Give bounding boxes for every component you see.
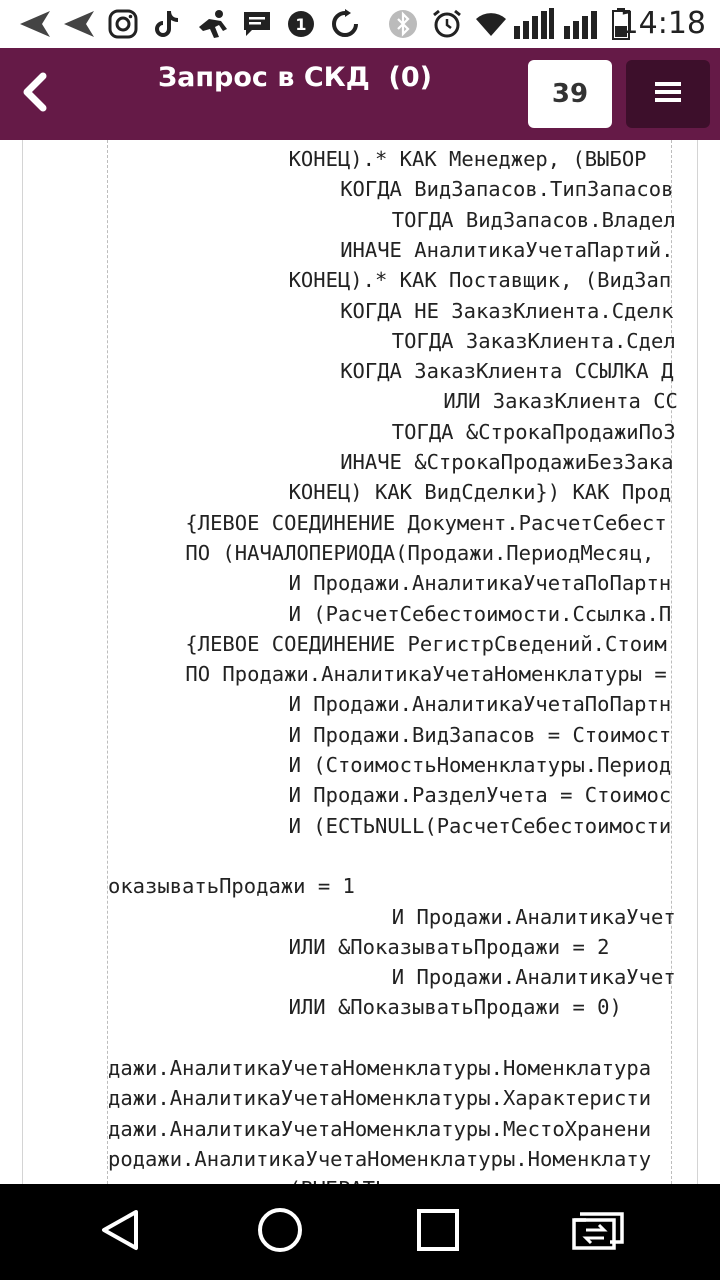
code-line: ИЛИ ЗаказКлиента СС — [443, 389, 678, 414]
navigation-bar — [0, 1184, 720, 1280]
status-time: 14:18 — [619, 6, 706, 41]
back-triangle-icon — [98, 1208, 142, 1256]
nav-screen-switch-button[interactable] — [562, 1204, 634, 1260]
tiktok-icon — [150, 8, 184, 40]
signal-sim2-icon — [562, 8, 602, 40]
panel-border — [697, 140, 698, 1184]
code-line: ПО (НАЧАЛОПЕРИОДА(Продажи.ПериодМесяц, — [185, 540, 655, 565]
bluetooth-icon — [386, 8, 420, 40]
alarm-icon — [430, 8, 464, 40]
data-saver-icon — [284, 8, 318, 40]
navigation-arrow-icon — [16, 8, 54, 40]
app-header — [0, 48, 720, 140]
navigation-arrow-icon — [60, 8, 98, 40]
screen-switch-icon — [570, 1210, 626, 1254]
code-line: И (СтоимостьНоменклатуры.Период — [288, 753, 672, 777]
signal-sim1-icon — [512, 8, 556, 40]
code-line: КОНЕЦ) КАК ВидСделки}) КАК Прод — [288, 480, 672, 505]
svg-text:1: 1 — [295, 15, 307, 34]
status-bar — [0, 0, 720, 48]
code-line: И Продажи.АналитикаУчет — [391, 904, 676, 929]
count-badge: 39 — [528, 60, 612, 128]
nav-home-button[interactable] — [244, 1204, 316, 1260]
code-line: {ЛЕВОЕ СОЕДИНЕНИЕ РегистрСведений.Стоим — [185, 631, 667, 656]
code-line: КОГДА НЕ ЗаказКлиента.Сделк — [340, 298, 674, 323]
code-line: КОГДА ЗаказКлиента ССЫЛКА Д — [340, 359, 674, 384]
code-line: И (ЕСТЬNULL(РасчетСебестоимости — [288, 813, 672, 838]
fitness-app-icon — [194, 8, 232, 40]
home-circle-icon — [257, 1207, 303, 1257]
code-line: ТОГДА ЗаказКлиента.Сдел — [391, 328, 676, 353]
query-content — [0, 140, 720, 1184]
code-line: оказыватьПродажи = 1 — [108, 874, 355, 899]
code-line: КОНЕЦ).* КАК Менеджер, (ВЫБОР — [288, 147, 647, 171]
code-line: дажи.АналитикаУчетаНоменклатуры.МестоХранени — [108, 1116, 652, 1141]
code-line: И Продажи.РазделУчета = Стоимос — [288, 783, 672, 808]
code-line: родажи.АналитикаУчетаНоменклатуры.Номенклату — [108, 1146, 652, 1171]
panel-border — [22, 140, 23, 1184]
code-line: ИНАЧЕ &СтрокаПродажиБезЗака — [340, 450, 674, 474]
code-line: И (РасчетСебестоимости.Ссылка.П — [288, 601, 672, 626]
code-line: ТОГДА &СтрокаПродажиПоЗ — [391, 419, 676, 444]
recents-square-icon — [416, 1208, 460, 1256]
nav-back-button[interactable] — [84, 1204, 156, 1260]
nav-recents-button[interactable] — [402, 1204, 474, 1260]
code-line: ИЛИ &ПоказыватьПродажи = 0) — [288, 995, 622, 1020]
code-line: дажи.АналитикаУчетаНоменклатуры.Характеристи — [108, 1086, 652, 1111]
wifi-icon — [474, 8, 508, 40]
back-button[interactable] — [6, 62, 62, 126]
sync-icon — [328, 8, 362, 40]
code-line: КОНЕЦ).* КАК Поставщик, (ВидЗап — [288, 268, 672, 293]
code-line: ПО Продажи.АналитикаУчетаНоменклатуры = — [185, 662, 667, 687]
code-line: И Продажи.АналитикаУчетаПоПартн — [288, 571, 672, 596]
code-line: ТОГДА ВидЗапасов.Владел — [391, 207, 676, 232]
code-line: дажи.АналитикаУчетаНоменклатуры.Номенклатура — [108, 1056, 652, 1080]
code-line: ИЛИ &ПоказыватьПродажи = 2 — [288, 934, 610, 959]
message-icon — [240, 8, 274, 40]
hamburger-menu-icon — [654, 80, 682, 108]
code-line: И Продажи.АналитикаУчет — [391, 965, 676, 990]
code-line: {ЛЕВОЕ СОЕДИНЕНИЕ Документ.РасчетСебест — [185, 510, 667, 535]
menu-button[interactable] — [626, 60, 710, 128]
instagram-icon — [106, 8, 140, 40]
code-line: И Продажи.АналитикаУчетаПоПартн — [288, 692, 672, 717]
query-text-area[interactable] — [107, 140, 678, 1184]
code-line: ИНАЧЕ АналитикаУчетаПартий. — [340, 237, 674, 262]
code-line: КОГДА ВидЗапасов.ТипЗапасов — [340, 177, 674, 202]
page-title: Запрос в СКД (0) — [158, 62, 433, 93]
chevron-left-icon — [19, 72, 49, 116]
code-line: И Продажи.ВидЗапасов = Стоимост — [288, 722, 672, 747]
